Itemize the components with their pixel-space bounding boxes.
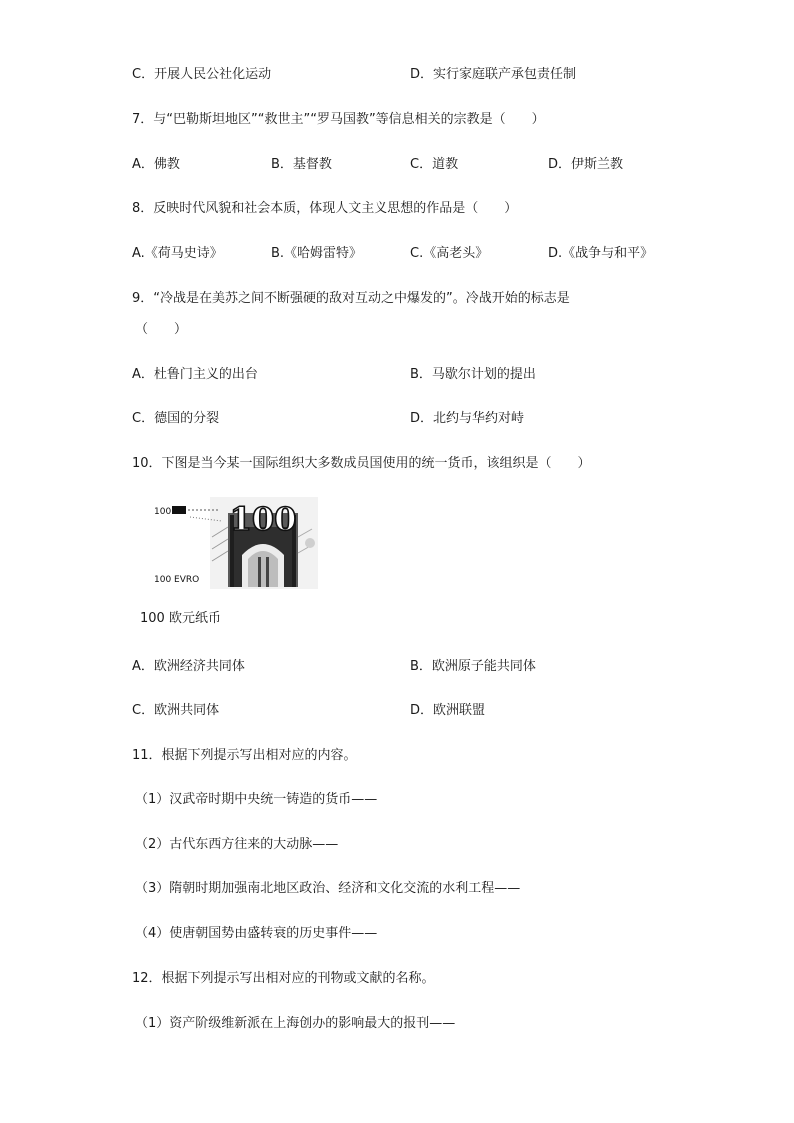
banknote-denomination: 100 xyxy=(229,500,297,538)
q10-image-caption: 100 欧元纸币 xyxy=(140,611,221,626)
q10-option-c: C．欧洲共同体 xyxy=(132,703,220,718)
q12-stem: 12．根据下列提示写出相对应的刊物或文献的名称。 xyxy=(132,971,435,986)
q6-option-d: D．实行家庭联产承包责任制 xyxy=(410,67,577,82)
q7-stem: 7．与“巴勒斯坦地区”“救世主”“罗马国教”等信息相关的宗教是（ ） xyxy=(132,112,545,127)
euro-banknote-image xyxy=(150,497,318,589)
q11-item-3: （3）隋朝时期加强南北地区政治、经济和文化交流的水利工程—— xyxy=(135,881,521,896)
q8-option-a: A.《荷马史诗》 xyxy=(132,246,223,261)
q10-option-d: D．欧洲联盟 xyxy=(410,703,486,718)
q8-stem: 8．反映时代风貌和社会本质，体现人文主义思想的作品是（ ） xyxy=(132,201,518,216)
q9-option-d: D．北约与华约对峙 xyxy=(410,411,525,426)
q9-stem-line2: （ ） xyxy=(135,322,188,337)
banknote-small-bottom: 100 EVRO xyxy=(154,575,200,585)
q7-option-b: B．基督教 xyxy=(271,157,332,172)
q8-option-d: D.《战争与和平》 xyxy=(548,246,654,261)
q9-option-c: C．德国的分裂 xyxy=(132,411,220,426)
q11-item-4: （4）使唐朝国势由盛转衰的历史事件—— xyxy=(135,926,378,941)
q8-option-b: B.《哈姆雷特》 xyxy=(271,246,363,261)
q12-item-1: （1）资产阶级维新派在上海创办的影响最大的报刊—— xyxy=(135,1016,456,1031)
q11-stem: 11．根据下列提示写出相对应的内容。 xyxy=(132,748,357,763)
q9-stem-line1: 9．“冷战是在美苏之间不断强硬的敌对互动之中爆发的”。冷战开始的标志是 xyxy=(132,291,570,306)
q10-stem: 10．下图是当今某一国际组织大多数成员国使用的统一货币，该组织是（ ） xyxy=(132,456,591,471)
q8-option-c: C.《高老头》 xyxy=(410,246,489,261)
q10-option-a: A．欧洲经济共同体 xyxy=(132,659,245,674)
banknote-small-top: 100 xyxy=(154,507,172,517)
q7-option-d: D．伊斯兰教 xyxy=(548,157,624,172)
q7-option-c: C．道教 xyxy=(410,157,459,172)
q9-option-b: B．马歇尔计划的提出 xyxy=(410,367,536,382)
q11-item-2: （2）古代东西方往来的大动脉—— xyxy=(135,837,339,852)
q11-item-1: （1）汉武帝时期中央统一铸造的货币—— xyxy=(135,792,378,807)
q6-option-c: C．开展人民公社化运动 xyxy=(132,67,272,82)
q10-option-b: B．欧洲原子能共同体 xyxy=(410,659,536,674)
q7-option-a: A．佛教 xyxy=(132,157,180,172)
q9-option-a: A．杜鲁门主义的出台 xyxy=(132,367,258,382)
